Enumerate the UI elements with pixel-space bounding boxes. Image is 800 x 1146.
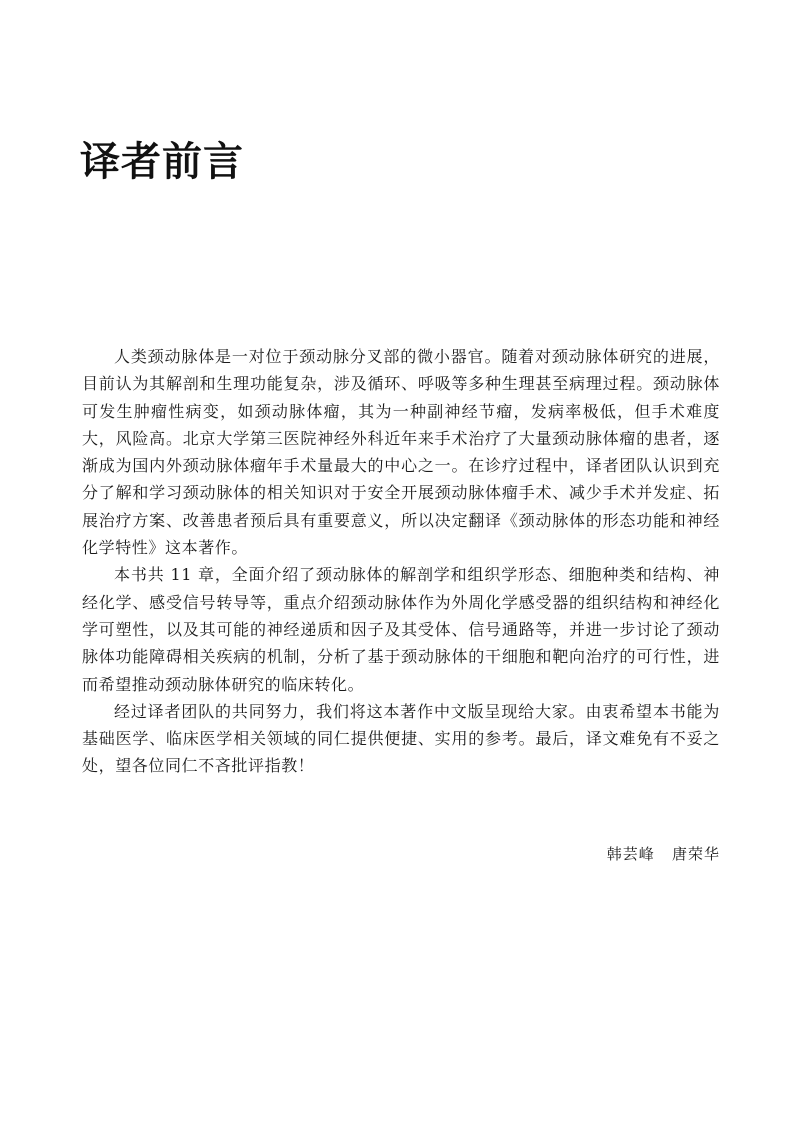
page-title: 译者前言 — [80, 138, 244, 185]
paragraph-3: 经过译者团队的共同努力，我们将这本著作中文版呈现给大家。由衷希望本书能为基础医学、临床医学相关领域的同仁提供便捷、实用的参考。最后，译文难免有不妥之处，望各位同仁不吝批评指教！ — [82, 701, 720, 776]
translator-signature: 韩芸峰 唐荣华 — [606, 845, 720, 863]
preface-body — [82, 343, 720, 780]
paragraph-2: 本书共 11 章，全面介绍了颈动脉体的解剖学和组织学形态、细胞种类和结构、神经化学、感受信号转导等，重点介绍颈动脉体作为外周化学感受器的组织结构和神经化学可塑性，以及其可能的神经递质和因子及其受体、信号通路等，并进一步讨论了颈动脉体功能障碍相关疾病的机制，分析了基于颈动脉体的干细胞和靶向治疗的可行性，进而希望推动颈动脉体研究的临床转化。 — [82, 565, 720, 694]
paragraph-1: 人类颈动脉体是一对位于颈动脉分叉部的微小器官。随着对颈动脉体研究的进展，目前认为其解剖和生理功能复杂，涉及循环、呼吸等多种生理甚至病理过程。颈动脉体可发生肿瘤性病变，如颈动脉体瘤，其为一种副神经节瘤，发病率极低，但手术难度大，风险高。北京大学第三医院神经外科近年来手术治疗了大量颈动脉体瘤的患者，逐渐成为国内外颈动脉体瘤年手术量最大的中心之一。在诊疗过程中，译者团队认识到充分了解和学习颈动脉体的相关知识对于安全开展颈动脉体瘤手术、减少手术并发症、拓展治疗方案、改善患者预后具有重要意义，所以决定翻译《颈动脉体的形态功能和神经化学特性》这本著作。 — [82, 347, 720, 558]
